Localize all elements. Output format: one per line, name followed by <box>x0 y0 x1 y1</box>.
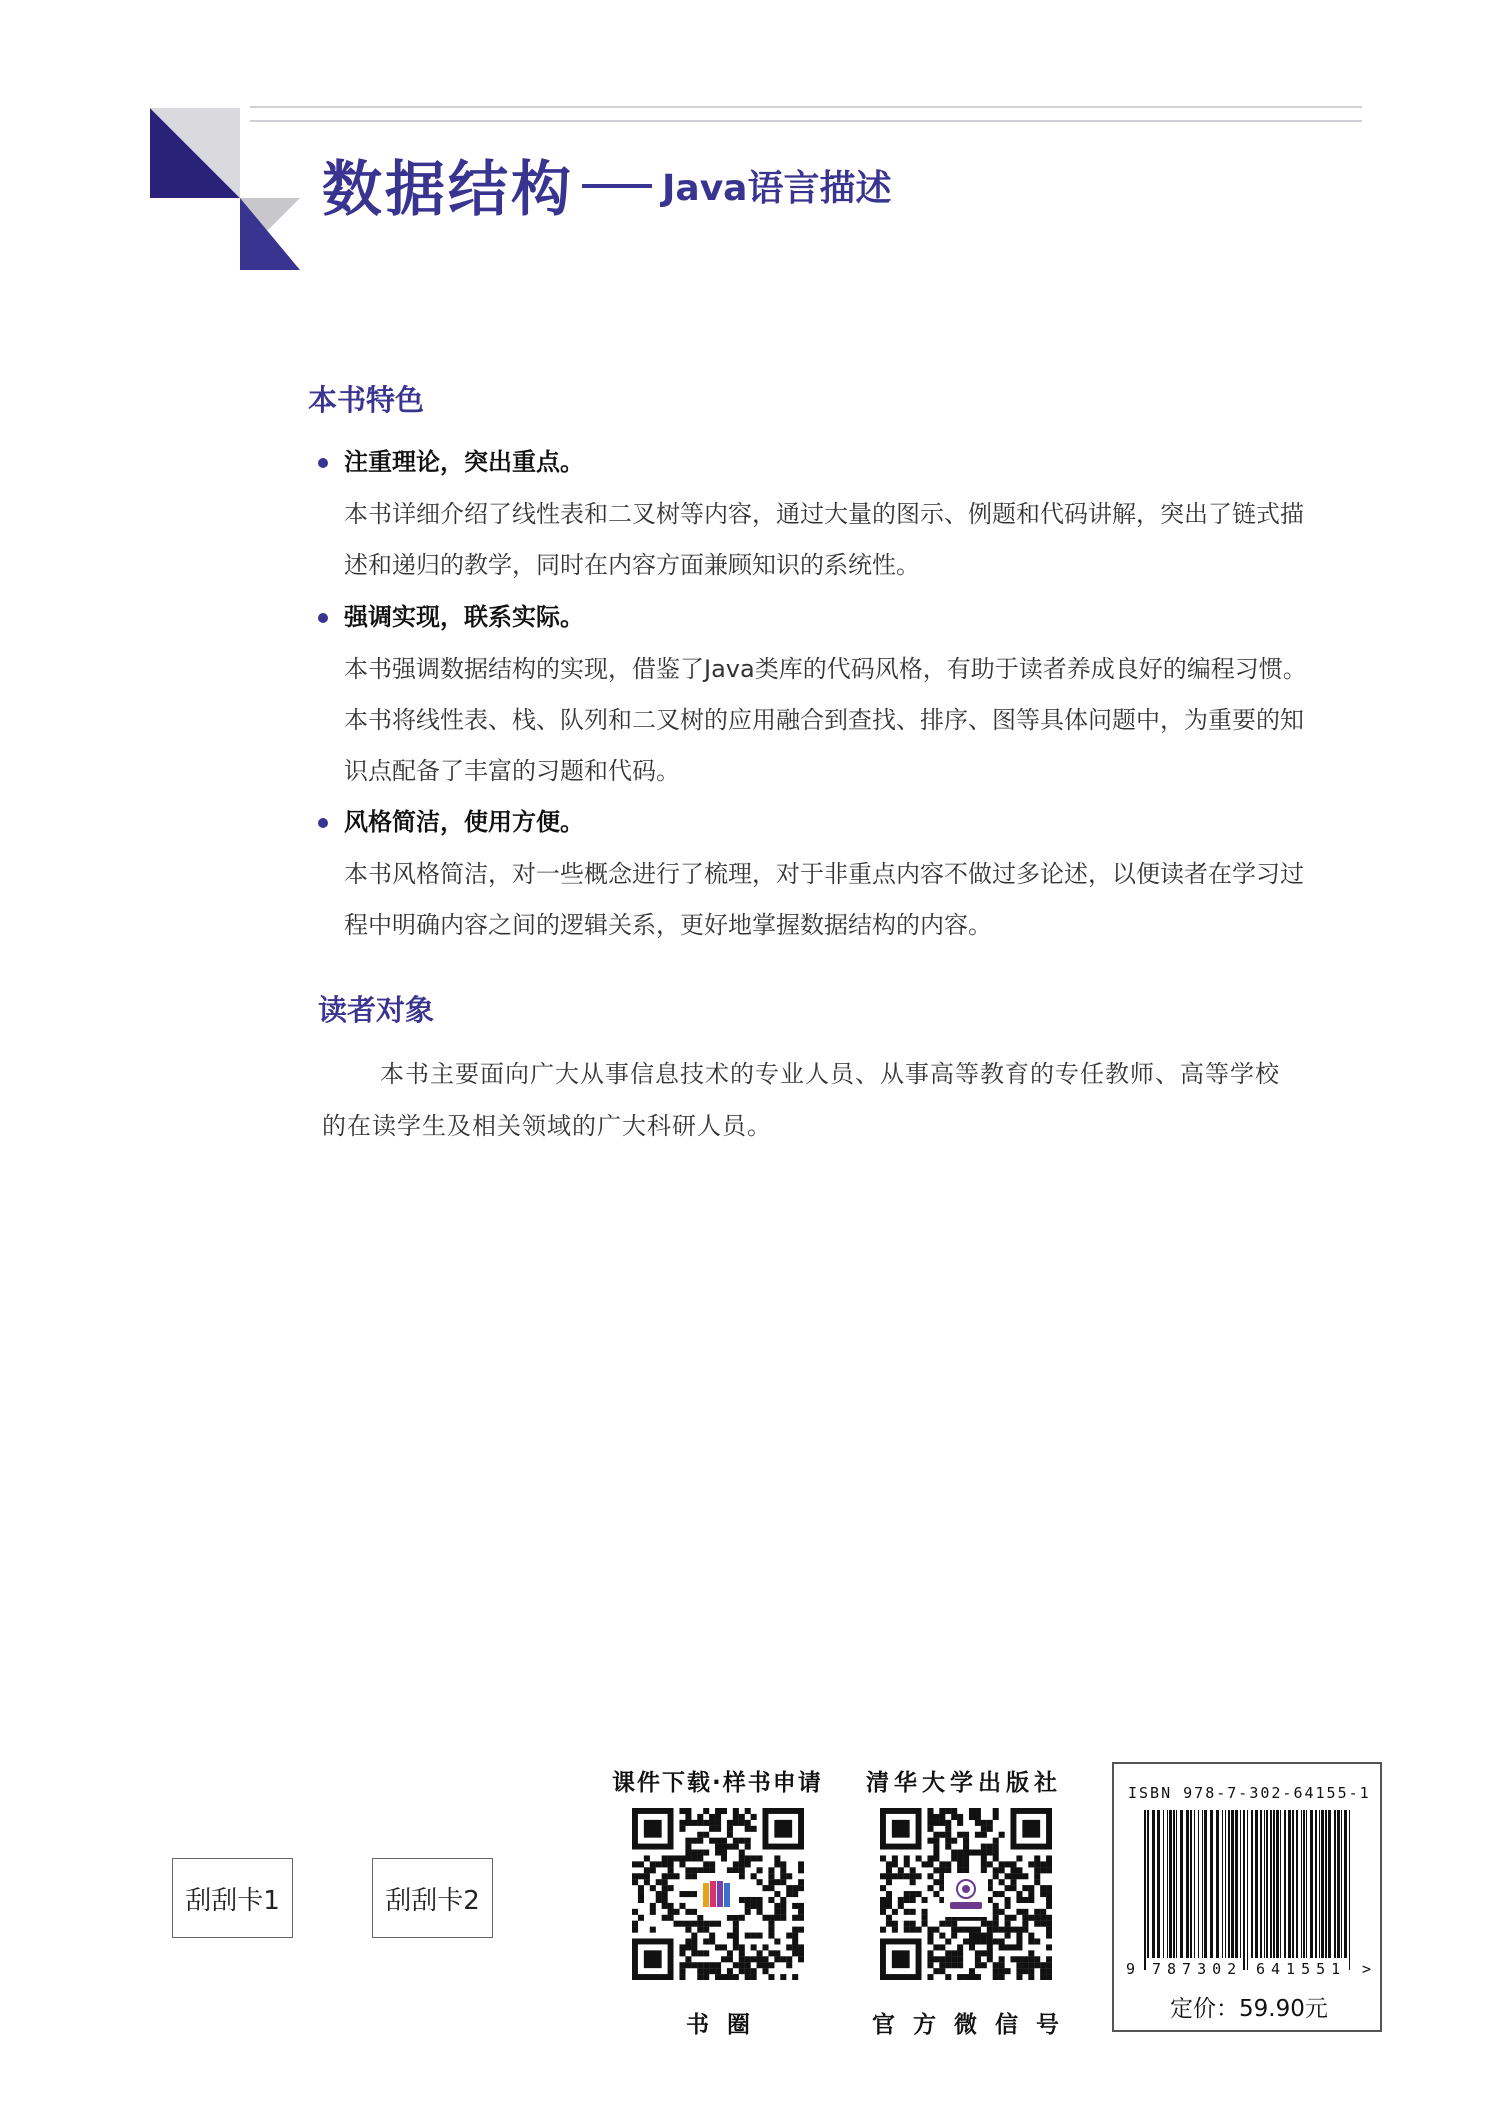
barcode-digit-left: 9 <box>1126 1960 1138 1978</box>
feature-text-line: 识点配备了丰富的习题和代码。 <box>344 757 680 785</box>
header-rule-top <box>250 106 1362 108</box>
book-circle-logo-icon <box>697 1873 739 1915</box>
header-rule-bottom <box>250 120 1362 122</box>
feature-text-line: 述和递归的教学，同时在内容方面兼顾知识的系统性。 <box>344 551 920 579</box>
barcode-arrow: > <box>1362 1960 1374 1978</box>
tsinghua-press-seal-icon <box>944 1873 988 1917</box>
corner-triangles-decoration <box>140 100 320 280</box>
scratch-card-2: 刮刮卡2 <box>372 1858 493 1938</box>
features-heading: 本书特色 <box>308 383 425 417</box>
qr-caption-publisher: 清华大学出版社 <box>866 1770 1062 1796</box>
feature-title: 风格简洁，使用方便。 <box>344 808 584 836</box>
feature-title: 强调实现，联系实际。 <box>344 603 584 631</box>
feature-text-line: 本书风格简洁，对一些概念进行了梳理，对于非重点内容不做过多论述，以便读者在学习过 <box>344 860 1304 888</box>
qr-label-wechat: 官方微信号 <box>872 2012 1077 2038</box>
bullet-dot-icon <box>318 818 328 828</box>
barcode <box>1142 1810 1354 1970</box>
qr-label-shuquan: 书圈 <box>686 2012 768 2038</box>
price-label: 定价：59.90元 <box>1170 1996 1328 2022</box>
barcode-digits-group2: 641551 <box>1256 1960 1347 1978</box>
qr-caption-courseware: 课件下载·样书申请 <box>612 1770 823 1796</box>
barcode-digits-group1: 787302 <box>1152 1960 1243 1978</box>
feature-text-line: 本书强调数据结构的实现，借鉴了Java类库的代码风格，有助于读者养成良好的编程习惯。 <box>344 655 1307 683</box>
feature-text-line: 本书将线性表、栈、队列和二叉树的应用融合到查找、排序、图等具体问题中，为重要的知 <box>344 706 1304 734</box>
readers-text-line: 的在读学生及相关领域的广大科研人员。 <box>322 1112 772 1140</box>
feature-text-line: 本书详细介绍了线性表和二叉树等内容，通过大量的图示、例题和代码讲解，突出了链式描 <box>344 500 1304 528</box>
readers-heading: 读者对象 <box>318 993 435 1027</box>
isbn-barcode-box <box>1112 1762 1382 2032</box>
feature-title: 注重理论，突出重点。 <box>344 448 584 476</box>
scratch-card-1: 刮刮卡1 <box>172 1858 293 1938</box>
bullet-dot-icon <box>318 613 328 623</box>
isbn-number: ISBN 978-7-302-64155-1 <box>1128 1784 1371 1802</box>
readers-text-line: 本书主要面向广大从事信息技术的专业人员、从事高等教育的专任教师、高等学校 <box>380 1060 1280 1088</box>
feature-text-line: 程中明确内容之间的逻辑关系，更好地掌握数据结构的内容。 <box>344 911 992 939</box>
title-dash <box>582 184 652 188</box>
book-title: 数据结构 <box>322 155 574 225</box>
book-subtitle: Java语言描述 <box>662 168 892 209</box>
bullet-dot-icon <box>318 458 328 468</box>
